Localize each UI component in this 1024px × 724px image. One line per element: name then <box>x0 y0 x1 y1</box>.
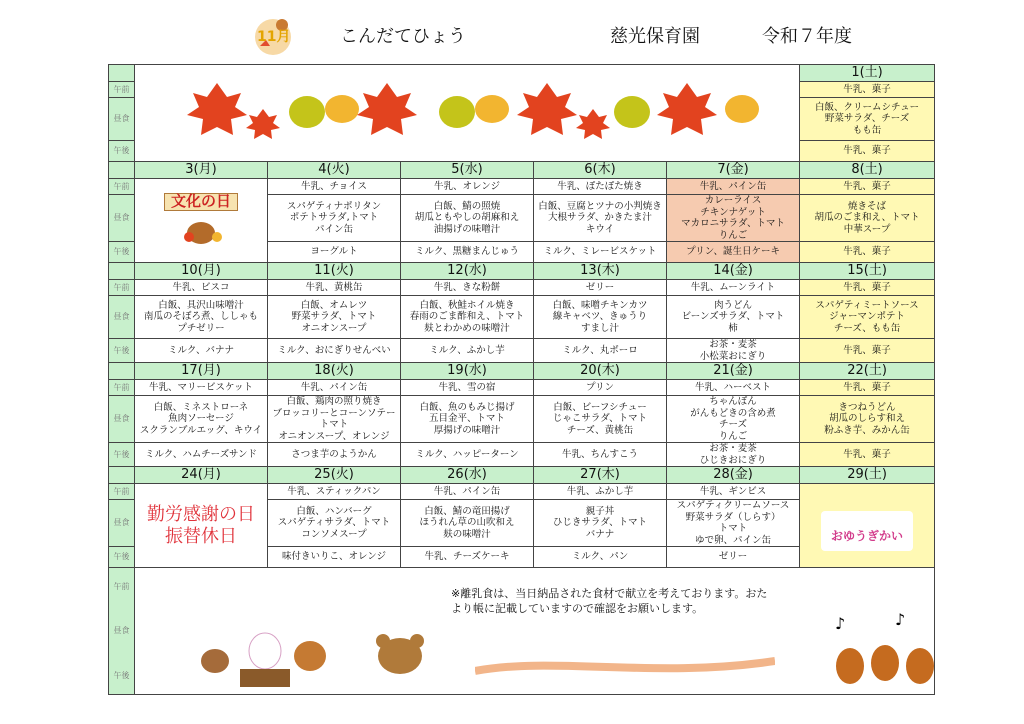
label-pm: 午後 <box>109 443 135 467</box>
lunch-cell: 白飯、秋鮭ホイル焼き 春雨のごま酢和え、トマト 麸とわかめの味噌汁 <box>401 296 534 339</box>
lunch-cell: カレーライス チキンナゲット マカロニサラダ、トマト りんご <box>667 195 800 242</box>
label-lunch: 昼食 <box>109 296 135 339</box>
date-cell: 28(金) <box>667 467 800 484</box>
lunch-cell: きつねうどん 胡瓜のしらす和え 粉ふき芋、みかん缶 <box>800 396 935 443</box>
lunch-cell: 白飯、豆腐とツナの小判焼き 大根サラダ、かきたま汁 キウイ <box>534 195 667 242</box>
lunch-cell: スパゲティミートソース ジャーマンポテト チーズ、もも缶 <box>800 296 935 339</box>
snack-pm: 味付きいりこ、オレンジ <box>268 547 401 568</box>
label-lunch: 昼食 <box>109 195 135 242</box>
snack-pm: ミルク、丸ボーロ <box>534 339 667 363</box>
snack-pm: お茶・麦茶 ひじきおにぎり <box>667 443 800 467</box>
date-cell: 5(水) <box>401 162 534 179</box>
label-am: 午前 <box>109 82 135 98</box>
snack-am: 牛乳、チョイス <box>268 179 401 195</box>
month-badge-label: 11月 <box>257 29 291 45</box>
snack-am: 牛乳、菓子 <box>800 380 935 396</box>
label-lunch: 昼食 <box>109 396 135 443</box>
snack-pm: 牛乳、ちんすこう <box>534 443 667 467</box>
snack-am: 牛乳、ハーベスト <box>667 380 800 396</box>
recital-label: おゆうぎかい <box>831 528 904 543</box>
label-am: 午前 <box>109 380 135 396</box>
animals-illustration <box>185 600 335 695</box>
lunch-cell: 肉うどん ビーンズサラダ、トマト 柿 <box>667 296 800 339</box>
lunch-cell: 白飯、ハンバーグ スパゲティサラダ、トマト コンソメスープ <box>268 500 401 547</box>
snack-pm: お茶・麦茶 小松菜おにぎり <box>667 339 800 363</box>
snack-am: 牛乳、きな粉餅 <box>401 280 534 296</box>
date-cell: 7(金) <box>667 162 800 179</box>
paint-stroke <box>475 640 775 685</box>
snack-pm: ミルク、バナナ <box>135 339 268 363</box>
bear-illustration <box>365 610 435 685</box>
label-am: 午前 <box>109 179 135 195</box>
lunch-cell: 白飯、鯖の照焼 胡瓜ともやしの胡麻和え 油揚げの味噌汁 <box>401 195 534 242</box>
snack-am: 牛乳、パイン缶 <box>401 484 534 500</box>
snack-am: 牛乳、黄桃缶 <box>268 280 401 296</box>
lunch-cell: ちゃんぽん がんもどきの含め煮 チーズ りんご <box>667 396 800 443</box>
date-cell: 15(土) <box>800 263 935 280</box>
date-cell: 11(火) <box>268 263 401 280</box>
month-badge <box>252 16 294 56</box>
snack-am: プリン <box>534 380 667 396</box>
notes-area <box>135 568 935 695</box>
lunch-cell: 白飯、鯖の竜田揚げ ほうれん草の山吹和え 麸の味噌汁 <box>401 500 534 547</box>
date-cell: 26(水) <box>401 467 534 484</box>
snack-pm: ヨーグルト <box>268 242 401 263</box>
snack-am: ゼリー <box>534 280 667 296</box>
lunch-cell: 白飯、ビーフシチュー じゃこサラダ、トマト チーズ、黄桃缶 <box>534 396 667 443</box>
snack-pm: ミルク、ハムチーズサンド <box>135 443 268 467</box>
date-cell: 29(土) <box>800 467 935 484</box>
snack-am: 牛乳、オレンジ <box>401 179 534 195</box>
date-cell: 21(金) <box>667 363 800 380</box>
label-lunch: 昼食 <box>113 626 130 636</box>
snack-am: 牛乳、菓子 <box>800 280 935 296</box>
date-cell: 6(木) <box>534 162 667 179</box>
lunch-cell: 白飯、ミネストローネ 魚肉ソーセージ スクランブルエッグ、キウイ <box>135 396 268 443</box>
label-am: 午前 <box>109 280 135 296</box>
autumn-leaves-banner <box>135 65 800 162</box>
fiscal-year: 令和７年度 <box>762 26 852 47</box>
snack-am: 牛乳、スティックパン <box>268 484 401 500</box>
snack-am: 牛乳、パイン缶 <box>268 380 401 396</box>
snack-pm: ゼリー <box>667 547 800 568</box>
snack-am: 牛乳、マリービスケット <box>135 380 268 396</box>
date-cell: 8(土) <box>800 162 935 179</box>
date-cell: 14(金) <box>667 263 800 280</box>
label-pm: 午後 <box>109 242 135 263</box>
snack-am: 牛乳、パイン缶 <box>667 179 800 195</box>
snack-pm: 牛乳、チーズケーキ <box>401 547 534 568</box>
svg-text:♪: ♪ <box>835 614 846 633</box>
snack-am: 牛乳、ぽたぽた焼き <box>534 179 667 195</box>
snack-am: 牛乳、雪の宿 <box>401 380 534 396</box>
nursery-name: 慈光保育園 <box>610 26 700 47</box>
menu-calendar <box>108 64 935 695</box>
snack-am: 牛乳、ムーンライト <box>667 280 800 296</box>
svg-text:♪: ♪ <box>895 611 906 629</box>
date-cell: 10(月) <box>135 263 268 280</box>
snack-pm: プリン、誕生日ケーキ <box>667 242 800 263</box>
date-cell: 18(火) <box>268 363 401 380</box>
label-lunch: 昼食 <box>109 98 135 141</box>
label-am: 午前 <box>109 484 135 500</box>
date-cell: 12(水) <box>401 263 534 280</box>
date-cell: 1(土) <box>800 65 935 82</box>
snack-pm: さつま芋のようかん <box>268 443 401 467</box>
snack-pm: 牛乳、菓子 <box>800 141 935 162</box>
lunch-cell: 白飯、味噌チキンカツ 線キャベツ、きゅうり すまし汁 <box>534 296 667 339</box>
snack-am: 牛乳、菓子 <box>800 179 935 195</box>
snack-pm: 牛乳、菓子 <box>800 339 935 363</box>
lunch-cell: 白飯、クリームシチュー 野菜サラダ、チーズ もも缶 <box>800 98 935 141</box>
snack-pm: ミルク、ミレービスケット <box>534 242 667 263</box>
lunch-cell: 白飯、鶏肉の照り焼き ブロッコリーとコーンソテー トマト オニオンスープ、オレンジ <box>268 396 401 443</box>
lunch-cell: 白飯、オムレツ 野菜サラダ、トマト オニオンスープ <box>268 296 401 339</box>
lunch-cell: 白飯、具沢山味噌汁 南瓜のそぼろ煮、ししゃも プチゼリー <box>135 296 268 339</box>
label-pm: 午後 <box>113 670 130 680</box>
lunch-cell: スパゲティナポリタン ポテトサラダ,トマト パイン缶 <box>268 195 401 242</box>
date-cell: 24(月) <box>135 467 268 484</box>
date-cell: 4(火) <box>268 162 401 179</box>
lunch-cell: スパゲティクリームソース 野菜サラダ（しらす） トマト ゆで卵、パイン缶 <box>667 500 800 547</box>
snack-pm: ミルク、ふかし芋 <box>401 339 534 363</box>
snack-pm: ミルク、ハッピーターン <box>401 443 534 467</box>
snack-pm: 牛乳、菓子 <box>800 443 935 467</box>
event-cell <box>800 484 935 568</box>
date-cell: 20(木) <box>534 363 667 380</box>
date-cell: 3(月) <box>135 162 268 179</box>
date-cell: 17(月) <box>135 363 268 380</box>
snack-pm: ミルク、パン <box>534 547 667 568</box>
date-cell: 25(火) <box>268 467 401 484</box>
weaning-food-note: ※離乳食は、当日納品された食材で献立を考えております。おたより帳に記載していますので確認をお願いします。 <box>451 586 768 615</box>
date-cell: 27(木) <box>534 467 667 484</box>
lunch-cell: 白飯、魚のもみじ揚げ 五目金平、トマト 厚揚げの味噌汁 <box>401 396 534 443</box>
label-am: 午前 <box>113 582 130 591</box>
lunch-cell: 焼きそば 胡瓜のごま和え、トマト 中華スープ <box>800 195 935 242</box>
label-pm: 午後 <box>109 339 135 363</box>
snack-am: 牛乳、菓子 <box>800 82 935 98</box>
holiday-label: 文化の日 <box>164 193 238 211</box>
label-lunch: 昼食 <box>109 500 135 547</box>
snack-pm: ミルク、黒糖まんじゅう <box>401 242 534 263</box>
snack-am: 牛乳、ふかし芋 <box>534 484 667 500</box>
lunch-cell: 親子丼 ひじきサラダ、トマト バナナ <box>534 500 667 547</box>
snack-pm: ミルク、おにぎりせんべい <box>268 339 401 363</box>
acorns-illustration <box>825 600 935 695</box>
recital-banner <box>821 511 913 551</box>
label-pm: 午後 <box>109 141 135 162</box>
date-cell: 13(木) <box>534 263 667 280</box>
date-cell: 19(水) <box>401 363 534 380</box>
snack-am: 牛乳、ギンビス <box>667 484 800 500</box>
holiday-label: 勤労感謝の日 振替休日 <box>135 484 268 568</box>
snack-am: 牛乳、ビスコ <box>135 280 268 296</box>
page-title: こんだてひょう <box>340 26 466 47</box>
label-pm: 午後 <box>109 547 135 568</box>
date-cell: 22(土) <box>800 363 935 380</box>
squirrel-illustration <box>135 215 267 249</box>
snack-pm: 牛乳、菓子 <box>800 242 935 263</box>
holiday-cell <box>135 179 268 263</box>
